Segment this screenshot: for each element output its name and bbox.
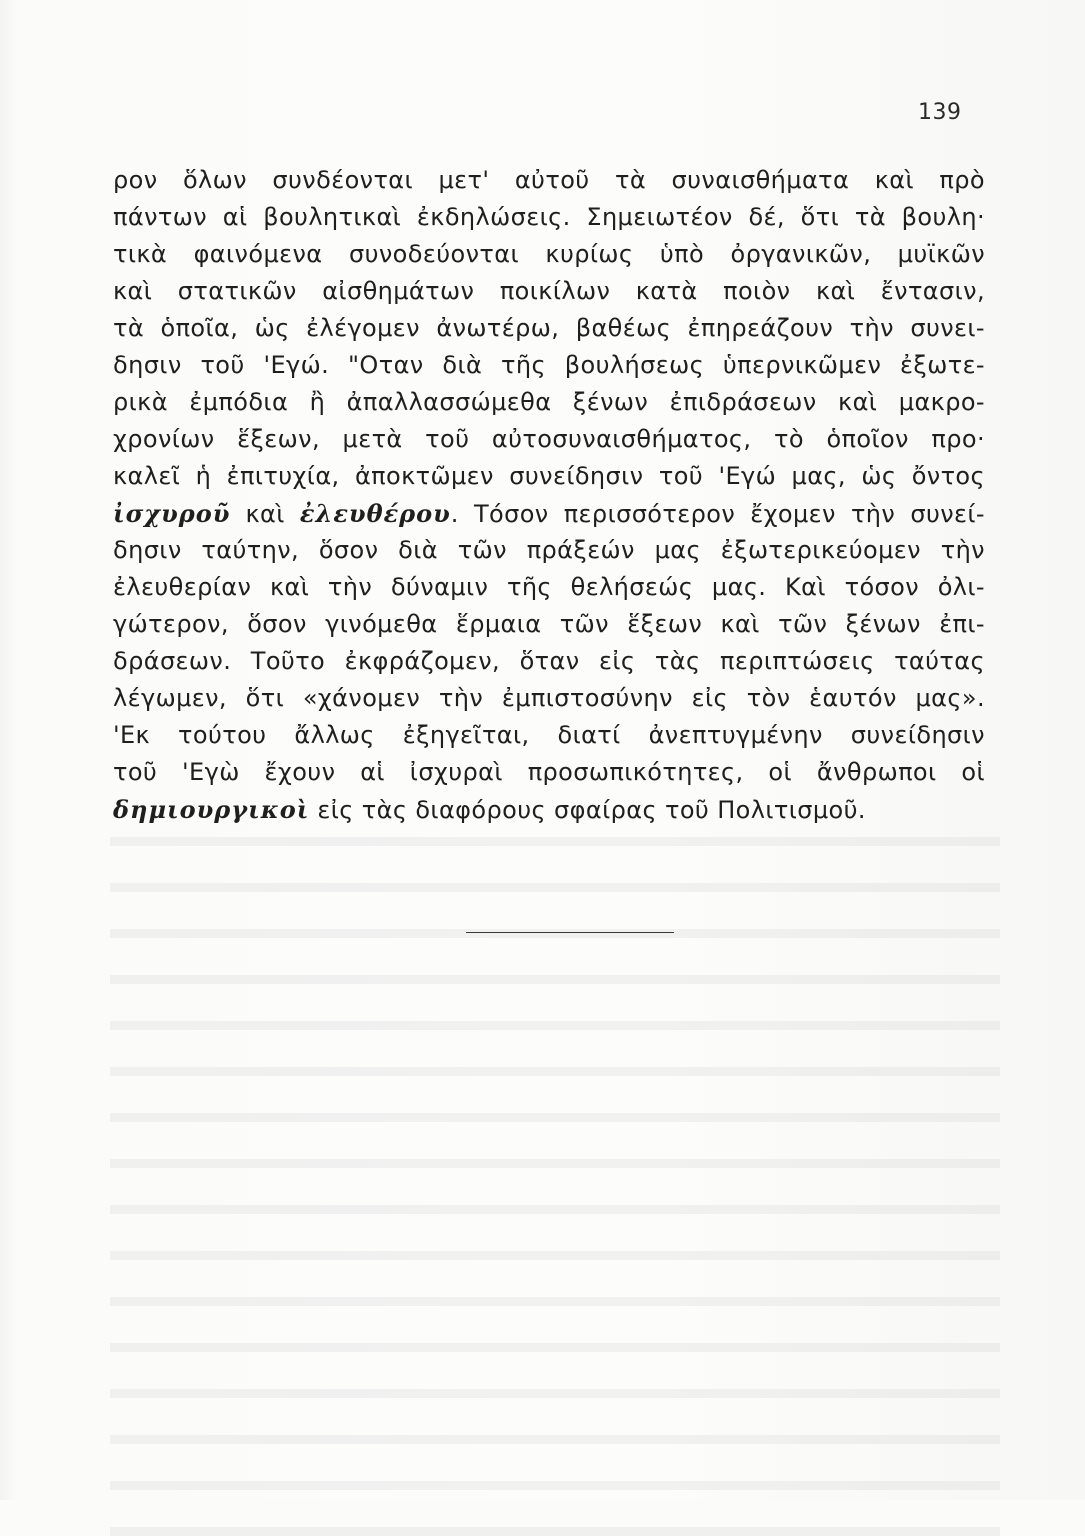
text-line (113, 643, 985, 680)
text-segment: τικὰ φαινόμενα συνοδεύονται κυρίως ὑπὸ ὀργανικῶν, μυϊκῶν (113, 240, 985, 268)
text-segment: ἐλευθερίαν καὶ τὴν δύναμιν τῆς θελήσεώς μας. Καὶ τόσον ὀλι- (113, 573, 985, 601)
text-segment: τοῦ 'Εγὼ ἔχουν αἱ ἰσχυραὶ προσωπικότητες, οἱ ἄνθρωποι οἱ (113, 758, 985, 786)
text-line (113, 791, 883, 828)
text-segment: δησιν τοῦ 'Εγώ. "Οταν διὰ τῆς βουλήσεως ὑπερνικῶμεν ἐξωτε- (113, 351, 985, 379)
text-segment: καὶ στατικῶν αἰσθημάτων ποικίλων κατὰ ποιὸν καὶ ἔντασιν, (113, 277, 985, 305)
text-line (113, 680, 985, 717)
text-line (113, 495, 985, 532)
section-end-rule (466, 932, 674, 933)
text-line (113, 754, 985, 791)
text-segment: ρικὰ ἐμπόδια ἢ ἀπαλλασσώμεθα ξένων ἐπιδράσεων καὶ μακρο- (113, 388, 985, 416)
emphasized-word: ἰσχυροῦ (113, 499, 231, 528)
text-segment: δησιν ταύτην, ὅσον διὰ τῶν πράξεών μας ἐξωτερικεύομεν τὴν (113, 536, 985, 564)
text-line (113, 310, 985, 347)
text-line (113, 162, 985, 199)
text-line (113, 458, 985, 495)
text-segment: γώτερον, ὅσον γινόμεθα ἕρμαια τῶν ἕξεων καὶ τῶν ξένων ἐπι- (113, 610, 985, 638)
text-segment: χρονίων ἕξεων, μετὰ τοῦ αὐτοσυναισθήματος, τὸ ὁποῖον προ· (113, 425, 985, 453)
text-segment: δράσεων. Τοῦτο ἐκφράζομεν, ὅταν εἰς τὰς περιπτώσεις ταύτας (113, 647, 985, 675)
text-segment: καὶ (230, 500, 300, 528)
text-line (113, 569, 985, 606)
text-segment: ρον ὅλων συνδέονται μετ' αὐτοῦ τὰ συναισθήματα καὶ πρὸ (113, 166, 985, 194)
text-line (113, 273, 985, 310)
text-line (113, 421, 985, 458)
emphasized-word: δημιουργικοὶ (113, 795, 310, 824)
text-line (113, 199, 985, 236)
text-line (113, 717, 985, 754)
emphasized-word: ἐλευθέρου (299, 499, 451, 528)
text-line (113, 236, 985, 273)
text-segment: 'Εκ τούτου ἄλλως ἐξηγεῖται, διατί ἀνεπτυγμένην συνείδησιν (113, 721, 985, 749)
text-line (113, 532, 985, 569)
text-segment: . Τόσον περισσότερον ἔχομεν τὴν συνεί- (450, 500, 985, 528)
text-segment: καλεῖ ἡ ἐπιτυχία, ἀποκτῶμεν συνείδησιν τοῦ 'Εγώ μας, ὡς ὄντος (113, 462, 985, 490)
page-number: 139 (918, 100, 962, 125)
text-segment: τὰ ὁποῖα, ὡς ἐλέγομεν ἀνωτέρω, βαθέως ἐπηρεάζουν τὴν συνει- (113, 314, 985, 342)
text-line (113, 384, 985, 421)
show-through-from-reverse-page (110, 800, 1000, 1420)
text-segment: λέγωμεν, ὅτι «χάνομεν τὴν ἐμπιστοσύνην εἰς τὸν ἑαυτόν μας». (113, 684, 985, 712)
text-line (113, 606, 985, 643)
text-segment: εἰς τὰς διαφόρους σφαίρας τοῦ Πολιτισμοῦ. (309, 796, 866, 824)
text-line (113, 347, 985, 384)
body-paragraph (113, 162, 985, 828)
text-segment: πάντων αἱ βουλητικαὶ ἐκδηλώσεις. Σημειωτέον δέ, ὅτι τὰ βουλη· (113, 203, 985, 231)
